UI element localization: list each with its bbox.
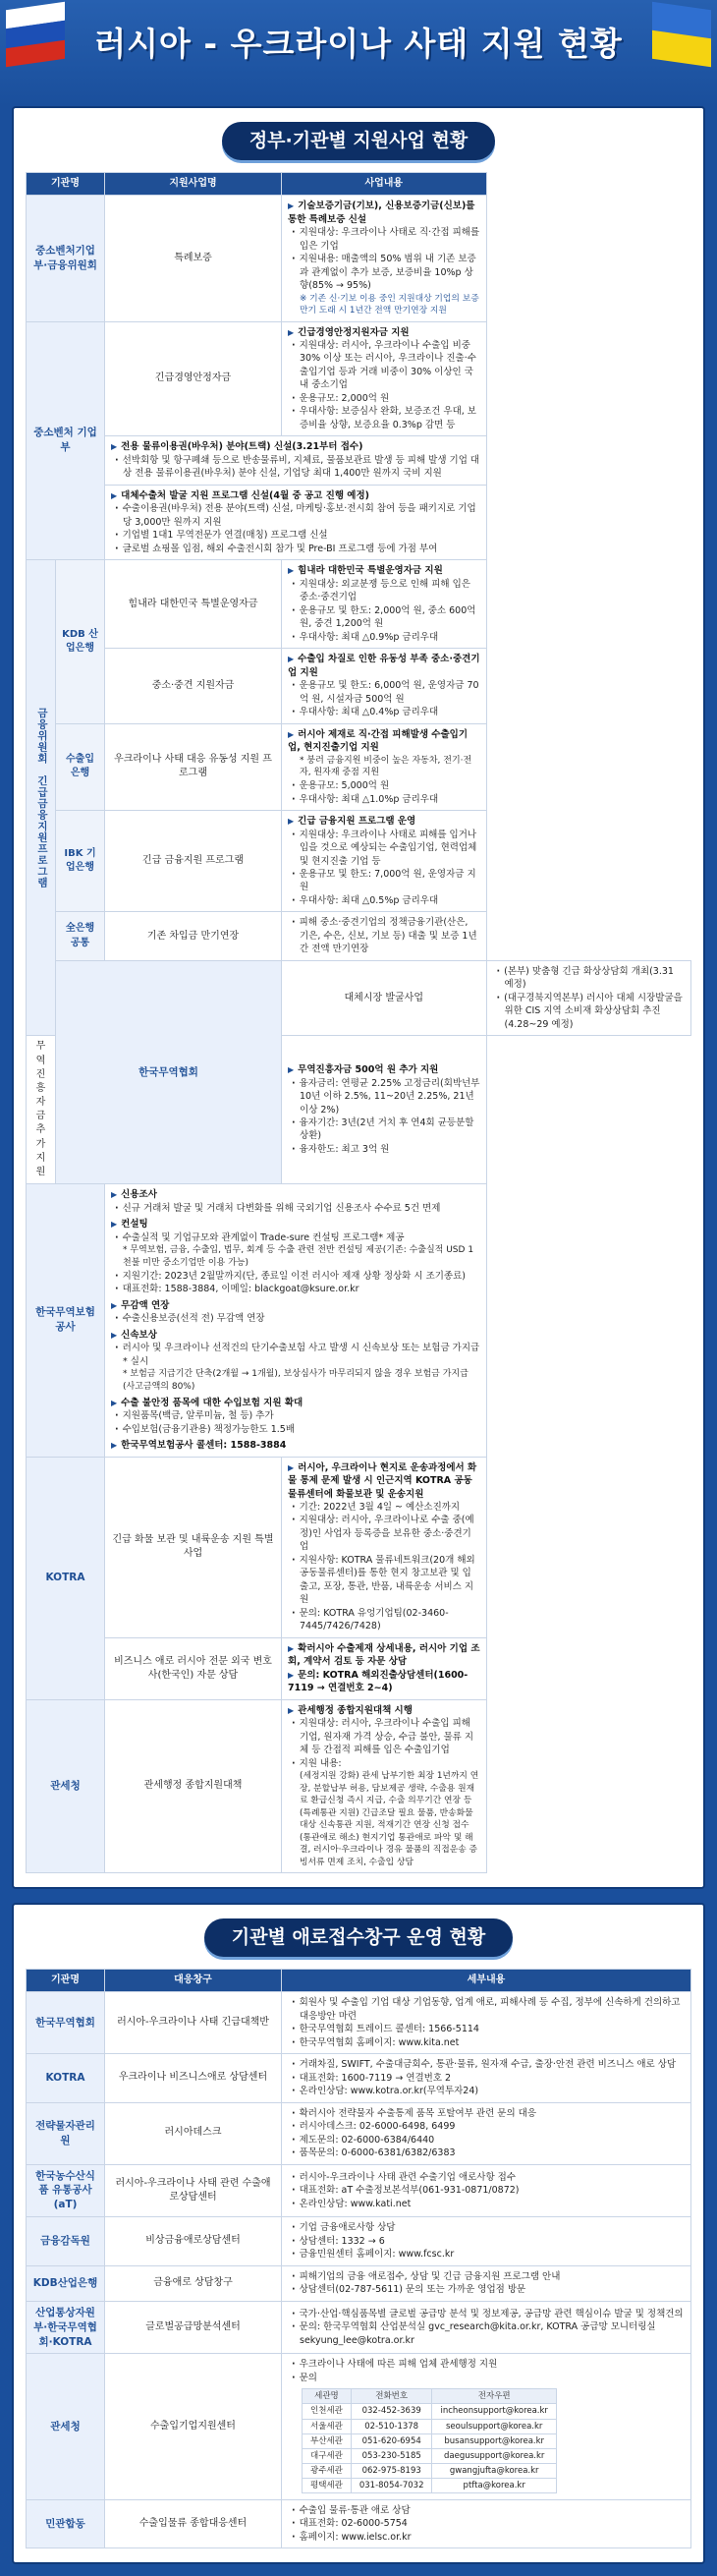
content-heading: ▶ 수출입 차질로 인한 유동성 부족 중소·중견기업 지원 [288,653,479,679]
content-block [111,1218,479,1295]
content-item: · 운용규모 및 한도: 2,000억 원, 중소 600억 원, 중견 1,200억 원 [288,604,479,631]
detail-item: · 제도문의: 02-6000-6384/6440 [288,2134,685,2147]
content-heading: ▶ 러시아, 우크라이나 현지로 운송과정에서 화물 통제 문제 발생 시 인근지역 KOTRA 공동물류센터에 화물보관 및 운송지원 [288,1461,479,1501]
org-cell: 한국무역협회 [56,960,282,1183]
content-cell [486,960,691,1035]
content-cell [105,1184,486,1457]
content-item: · (본부) 맞춤형 긴급 화상상담회 개최(3.31 예정) [493,965,686,992]
detail-item: · 한국무역협회 홈페이지: www.kita.net [288,2036,685,2049]
office-phone: 062-975-8193 [351,2463,432,2478]
window-cell: 수출입물류 종합대응센터 [105,2499,282,2547]
detail-item: · 러시아-우크라이나 사태 관련 수출기업 애로사항 접수 [288,2171,685,2184]
table-row [303,2419,557,2433]
content-item: · 융자한도: 최고 3억 원 [288,1143,479,1156]
window-cell: 우크라이나 비즈니스애로 상담센터 [105,2054,282,2102]
content-heading: ▶ 확러시아 수출제재 상세내용, 러시아 기업 조회, 계약서 검토 등 자문 상담 [288,1642,479,1669]
table-row [27,912,691,960]
content-item: · 수출신용보증(선적 전) 무감액 연장 [111,1312,479,1325]
table-row [27,2054,691,2102]
table-row [27,1457,691,1637]
ukraine-flag-icon [652,2,711,67]
content-heading: ▶ 전용 물류이용권(바우처) 분야(트랙) 신설(3.21부터 접수) [111,440,479,453]
table-row [27,196,691,321]
content-cell [282,723,486,810]
table-row [27,811,691,912]
content-heading: ▶ 무감액 연장 [111,1299,479,1312]
office-phone: 031-8054-7032 [351,2478,432,2492]
content-heading: ▶ 수출 불안정 품목에 대한 수입보험 지원 확대 [111,1397,479,1409]
program-cell: 힘내라 대한민국 특별운영자금 [105,560,282,649]
detail-item: · 기업 금융애로사항 상담 [288,2221,685,2234]
content-item: · 글로벌 쇼핑몰 입점, 해외 수출전시회 참가 및 Pre-BI 프로그램 등에 가점 부여 [111,543,479,555]
content-heading: ▶ 컨설팅 [111,1218,479,1231]
office-name: 서울세관 [303,2419,352,2433]
program-cell: 긴급경영안정자금 [105,321,282,436]
content-item: · 지원대상: 러시아, 우크라이나 수출입 비중 30% 이상 또는 러시아, 우크라이나 진출·수출입기업 등과 거래 비중이 30% 이상인 국내 중소기업 [288,339,479,392]
title-banner [0,0,717,106]
column-header: 전자우편 [432,2389,556,2404]
table-row [27,2102,691,2164]
table-row [27,1637,691,1699]
content-item: · 지원품목(백금, 알루미늄, 철 등) 추가 [111,1409,479,1422]
org-vertical-label: 긴급금융지원프로그램 [35,775,48,889]
content-item: · 지원대상: 외교분쟁 등으로 인해 피해 입은 중소·중견기업 [288,578,479,604]
table-row [303,2478,557,2492]
org-cell [27,560,56,1036]
content-item: · 우대사항: 최대 △0.9%p 금리우대 [288,631,479,644]
content-item: · 융자기간: 3년(2년 거치 후 연4회 균등분할상환) [288,1116,479,1143]
table-row [27,560,691,649]
office-phone: 032-452-3639 [351,2404,432,2419]
detail-item: · 문의: 한국무역협회 산업분석실 gvc_research@kita.or.kr, KOTRA 공급망 모니터링실 sekyung_lee@kotra.or.kr [288,2320,685,2347]
window-cell: 러시아-우크라이나 사태 관련 수출애로상담센터 [105,2164,282,2217]
section-title: 기관별 애로접수창구 운영 현황 [204,1918,513,1957]
office-name: 부산세관 [303,2433,352,2448]
column-header: 기관명 [27,172,105,195]
program-cell: 대체시장 발굴사업 [282,960,486,1035]
column-header: 세부내용 [282,1970,691,1992]
content-cell [282,1637,486,1699]
office-phone: 051-620-6954 [351,2433,432,2448]
detail-cell [282,2102,691,2164]
detail-cell [282,2054,691,2102]
column-header: 대응창구 [105,1970,282,1992]
content-item: · 지원 내용: [288,1757,479,1770]
support-programs-table [26,172,691,1873]
content-heading: ▶ 문의: KOTRA 해외진출상담센터(1600-7119 → 연결번호 2~4) [288,1669,479,1695]
content-item: · 지원대상: 우크라이나 사태로 피해를 입거나 입을 것으로 예상되는 수출입기업, 현력업체 및 현지진출 기업 등 [288,829,479,868]
content-heading: ▶ 관세행정 종합지원대책 시행 [288,1704,479,1717]
detail-cell [282,2265,691,2301]
org-cell: 중소벤처기업부·금융위원회 [27,196,105,321]
detail-item: · 피해기업의 금융 애로접수, 상담 및 긴급 금융지원 프로그램 안내 [288,2270,685,2283]
content-item: · 선박회항 및 항구폐쇄 등으로 반송물류비, 지체료, 물품보관료 발생 등 피해 발생 기업 대상 전용 물류이용권(바우처) 분야 신설, 기업당 최대 1,400만 원까지 국비 지원 [111,454,479,481]
content-heading: ▶ 힘내라 대한민국 특별운영자금 지원 [288,564,479,577]
table-row [27,436,691,485]
office-email: seoulsupport@korea.kr [432,2419,556,2433]
support-programs-panel [12,106,705,1889]
content-item: · 지원대상: 러시아, 우크라이나 수출입 피해 기업, 원자재 가격 상승, 수급 불안, 물류 지체 등 간접적 피해를 입은 수출입기업 [288,1717,479,1756]
table-row [27,1699,691,1872]
content-cell [282,1457,486,1637]
content-block [111,1188,479,1215]
org-cell: KOTRA [27,2054,105,2102]
window-cell: 수출입기업지원센터 [105,2354,282,2499]
window-cell: 러시아데스크 [105,2102,282,2164]
detail-cell [282,2499,691,2547]
content-item: (통관애로 해소) 현지기업 통관애로 파악 및 해결, 러시아·우크라이나 경유 물품의 직접운송 증빙서류 면제 조치, 수출입 상담 [300,1832,478,1867]
content-heading: ▶ 대체수출처 발굴 지원 프로그램 신설(4월 중 공고 진행 예정) [111,489,479,502]
program-cell: 기존 차입금 만기연장 [105,912,282,960]
table-row [27,649,691,723]
org-cell: 한국무역보험공사 [27,1184,105,1457]
office-phone: 053-230-5185 [351,2448,432,2463]
window-cell: 금융애로 상담창구 [105,2265,282,2301]
content-cell [105,485,486,559]
table-row [27,485,691,559]
help-desk-panel [12,1903,705,2564]
window-cell: 러시아-우크라이나 사태 긴급대책반 [105,1992,282,2054]
table-row [303,2448,557,2463]
table-row [303,2463,557,2478]
content-item: · 지원대상: 러시아, 우크라이나로 수출 중(예정)인 사업자 등록증을 보유한 중소·중견기업 [288,1514,479,1553]
content-item: · 러시아 및 우크라이나 선적건의 단기수출보험 사고 발생 시 신속보상 또는 보험금 가지급* 실시 [111,1342,479,1368]
column-header: 전화번호 [351,2389,432,2404]
org-cell: KOTRA [27,1457,105,1699]
content-item: · 지원대상: 우크라이나 사태로 직·간접 피해를 입은 기업 [288,226,479,253]
detail-item: · 온라인상담: www.kotra.or.kr(무역투자24) [288,2085,685,2097]
org-cell: 한국농수산식품 유통공사(aT) [27,2164,105,2217]
detail-cell [282,2354,691,2499]
content-item: · 수출실적 및 기업규모와 관계없이 Trade-sure 컨설팅 프로그램* 제공 [111,1231,479,1244]
detail-item: · 수출입 물류·통관 애로 상담 [288,2504,685,2517]
content-item: · 운용규모: 5,000억 원 [288,779,479,792]
content-heading: ▶ 신속보상 [111,1329,479,1342]
detail-item: · 대표전화: aT 수출정보본석부(061-931-0871/0872) [288,2184,685,2197]
content-heading: ▶ 긴급경영안정지원자금 지원 [288,326,479,339]
window-cell: 비상금융애로상담센터 [105,2217,282,2265]
table-row [27,2164,691,2217]
sub-org-cell: 수출입 은행 [56,723,105,810]
content-heading: ▶ 기술보증기금(기보), 신용보증기금(신보)를 통한 특례보증 신설 [288,200,479,226]
content-item: · 운용규모: 2,000억 원 [288,392,479,405]
program-cell: 긴급 금융지원 프로그램 [105,811,282,912]
content-item: · 우대사항: 보증심사 완화, 보증조건 우대, 보증비율 상향, 보증요율 0.3%p 감면 등 [288,405,479,431]
table-row [27,2265,691,2301]
detail-item: · 우크라이나 사태에 따른 피해 업체 관세행정 지원 [288,2358,685,2371]
office-name: 인천세관 [303,2404,352,2419]
office-email: daegusupport@korea.kr [432,2448,556,2463]
content-cell [282,196,486,321]
content-heading: ▶ 신용조사 [111,1188,479,1201]
table-row [27,960,691,1035]
content-item: · 지원내용: 매출액의 50% 범위 내 기존 보증과 관계없이 추가 보증, 보증비율 10%p 상향(85% → 95%) [288,253,479,292]
content-cell [282,811,486,912]
content-cell [282,321,486,436]
detail-item: · 상담센터(02-787-5611) 문의 또는 가까운 영업점 방문 [288,2283,685,2296]
org-cell: 민관합동 [27,2499,105,2547]
table-row [27,2217,691,2265]
content-cell [282,912,486,960]
detail-item: · 대표전화: 1600-7119 → 연결번호 2 [288,2072,685,2085]
content-block [111,1299,479,1326]
table-row [27,321,691,436]
office-email: incheonsupport@korea.kr [432,2404,556,2419]
program-cell: 관세행정 종합지원대책 [105,1699,282,1872]
content-cell [105,436,486,485]
program-cell: 비즈니스 애로 러시아 전문 외국 변호사(한국인) 자문 상담 [105,1637,282,1699]
detail-cell [282,2164,691,2217]
customs-contact-table [302,2388,557,2492]
content-cell [282,1036,486,1184]
detail-item: · 금융민원센터 홈페이지: www.fcsc.kr [288,2248,685,2261]
program-cell: 중소·중견 지원자금 [105,649,282,723]
program-cell: 우크라이나 사태 대응 유동성 지원 프로그램 [105,723,282,810]
detail-item: · 러시아데스크: 02-6000-6498, 6499 [288,2120,685,2133]
content-heading: ▶ 한국무역보험공사 콜센터: 1588-3884 [111,1439,479,1452]
detail-item: · 확러시아 전략물자 수출통제 품목 포탈여부 관련 문의 대응 [288,2107,685,2120]
table-row [27,2354,691,2499]
content-block [111,1397,479,1436]
content-item: · 피해 중소·중견기업의 정책금융기관(산은, 기은, 수은, 신보, 기보 등) 대출 및 보증 1년간 전액 만기연장 [288,916,479,955]
content-item: · 문의: KOTRA 유엉기업팀(02-3460-7445/7426/7428) [288,1607,479,1633]
page-title: 러시아 - 우크라이나 사태 지원 현황 [94,25,623,63]
org-cell: 전략물자관리원 [27,2102,105,2164]
office-name: 광주세관 [303,2463,352,2478]
content-subnote: * 보험금 지급기간 단축(2개월 → 1개월), 보상심사가 마무리되지 않을 경우 보험금 가지급(사고금액의 80%) [111,1368,479,1394]
detail-item: · 거래차질, SWIFT, 수출대금회수, 통관·물류, 원자재 수급, 출장·안전 관련 비즈니스 애로 상담 [288,2058,685,2071]
office-name: 대구세관 [303,2448,352,2463]
program-cell: 특례보증 [105,196,282,321]
window-cell: 글로벌공급망분석센터 [105,2301,282,2354]
content-heading: ▶ 러시아 제재로 직·간접 피해발생 수출입기업, 현지진출기업 지원 [288,728,479,755]
table-row [303,2404,557,2419]
content-heading: ▶ 무역진흥자금 500억 원 추가 지원 [288,1063,479,1076]
office-name: 평택세관 [303,2478,352,2492]
content-item: · 수입보험(금융기관용) 책정가능한도 1.5배 [111,1423,479,1436]
detail-item: · 한국무역협회 트레이드 콜센터: 1566-5114 [288,2023,685,2035]
section-title: 정부·기관별 지원사업 현황 [222,122,495,160]
org-cell: 금융감독원 [27,2217,105,2265]
content-item: · 기업별 1대1 무역전문가 연결(매칭) 프로그램 신설 [111,529,479,542]
detail-item: · 대표전화: 02-6000-5754 [288,2517,685,2530]
detail-item: · 품목문의: 0-6000-6381/6382/6383 [288,2147,685,2159]
content-item: · 운용규모 및 한도: 7,000억 원, 운영자금 지원 [288,868,479,894]
table-row [27,2301,691,2354]
detail-cell [282,2301,691,2354]
office-email: busansupport@korea.kr [432,2433,556,2448]
content-subnote: * 붕러 금융지원 비중이 높은 자동차, 전기·전자, 원자재 중점 지원 [288,755,479,780]
content-subnote: * 무역보험, 금융, 수출입, 법무, 회계 등 수출 관련 전반 컨설팅 제공(기존: 수출실적 USD 1천불 미만 중소기업만 이용 가능) [111,1244,479,1270]
org-cell: 중소벤처 기업부 [27,321,105,560]
content-heading: ▶ 긴급 금융지원 프로그램 운영 [288,815,479,828]
content-item: · 지원사항: KOTRA 물류네트워크(20개 해외공동물류센터)를 통한 현지 창고보관 및 입출고, 포장, 통관, 반품, 내륙운송 서비스 지원 [288,1554,479,1607]
table-row [27,1992,691,2054]
content-item: · 신규 거래처 발굴 및 거래처 다변화를 위해 국외기업 신용조사 수수료 5건 면제 [111,1202,479,1215]
content-item: · 기간: 2022년 3월 4일 ~ 예산소진까지 [288,1501,479,1514]
program-cell: 무역진흥자금 추가 지원 [27,1036,56,1184]
detail-item: · 회원사 및 수출입 기업 대상 기업동향, 업계 애로, 피해사례 등 수집, 정부에 신속하게 건의하고 대응방안 마련 [288,1996,685,2023]
content-item: · (대구경북지역본부) 러시아 대체 시장발굴을 위한 CIS 지역 소비재 화상상담회 추진(4.28~29 예정) [493,992,686,1031]
org-cell: KDB산업은행 [27,2265,105,2301]
sub-org-cell: 全은행 공통 [56,912,105,960]
org-cell: 관세청 [27,1699,105,1872]
content-block [111,1439,479,1452]
content-item: · 우대사항: 최대 △0.4%p 금리우대 [288,706,479,718]
content-item: · 수출이용권(바우처) 전용 분야(트랙) 신설, 마케팅·홍보·전시회 참여 등을 패키지로 기업당 3,000만 원까지 지원 [111,502,479,529]
detail-item: · 홈페이지: www.ielsc.or.kr [288,2531,685,2544]
detail-cell [282,2217,691,2265]
sub-org-cell: IBK 기업은행 [56,811,105,912]
table-row [303,2433,557,2448]
content-item: · 대표전화: 1588-3884, 이메일: blackgoat@ksure.or.kr [111,1283,479,1295]
content-cell [282,560,486,649]
content-item: · 융자금리: 연평균 2.25% 고정금리(회박넌부 10년 이하 2.5%, 11~20년 2.25%, 21년 이상 2%) [288,1077,479,1116]
content-item: · 우대사항: 최대 △0.5%p 금리우대 [288,894,479,907]
column-header: 지원사업명 [105,172,282,195]
org-cell: 한국무역협회 [27,1992,105,2054]
detail-item: · 국가·산업·핵심품목별 글로벌 공급망 분석 및 정보제공, 공급망 관련 핵심이슈 발굴 및 정책건의 [288,2308,685,2320]
content-item: · 지원기간: 2023년 2월말까지(단, 종료일 이전 러시아 제재 상황 정상화 시 조기종료) [111,1270,479,1283]
content-cell [282,1699,486,1872]
table-row [27,1184,691,1457]
program-cell: 긴급 화물 보관 및 내륙운송 지원 특별사업 [105,1457,282,1637]
column-header: 세관명 [303,2389,352,2404]
content-item: · 운용규모 및 한도: 6,000억 원, 운영자금 70억 원, 시설자금 500억 원 [288,679,479,706]
content-cell [282,649,486,723]
office-phone: 02-510-1378 [351,2419,432,2433]
table-row [27,723,691,810]
org-vertical-label: 금융위원회 [35,707,48,765]
content-note: ※ 기존 신·기보 이용 중인 지원대상 기업의 보증만기 도래 시 1년간 전액 만기연장 지원 [300,293,479,316]
detail-item: · 문의 [288,2372,685,2384]
table-row [27,2499,691,2547]
sub-org-cell: KDB 산업은행 [56,560,105,723]
content-block [111,1329,479,1394]
content-item: (세정지원 강화) 관세 납부기한 최장 1년까지 연장, 분할납부 허용, 담보제공 생략, 수출용 원재료 환급신청 즉시 지급, 수출 의무기간 연장 등 [300,1771,479,1806]
column-header: 사업내용 [282,172,486,195]
help-desk-table [26,1969,691,2548]
office-email: ptfta@korea.kr [432,2478,556,2492]
office-email: gwangjufta@korea.kr [432,2463,556,2478]
org-cell: 관세청 [27,2354,105,2499]
content-item: · 우대사항: 최대 △1.0%p 금리우대 [288,793,479,806]
detail-item: · 온라인상담: www.kati.net [288,2198,685,2210]
column-header: 기관명 [27,1970,105,1992]
detail-cell [282,1992,691,2054]
detail-item: · 상담센터: 1332 → 6 [288,2235,685,2248]
org-cell: 산업통상자원부·한국무역협회·KOTRA [27,2301,105,2354]
content-item: (특례통관 지원) 긴급조달 필요 물품, 반송화물 대상 신속통관 지원, 적재기간 연장 신청 접수 [300,1807,473,1831]
